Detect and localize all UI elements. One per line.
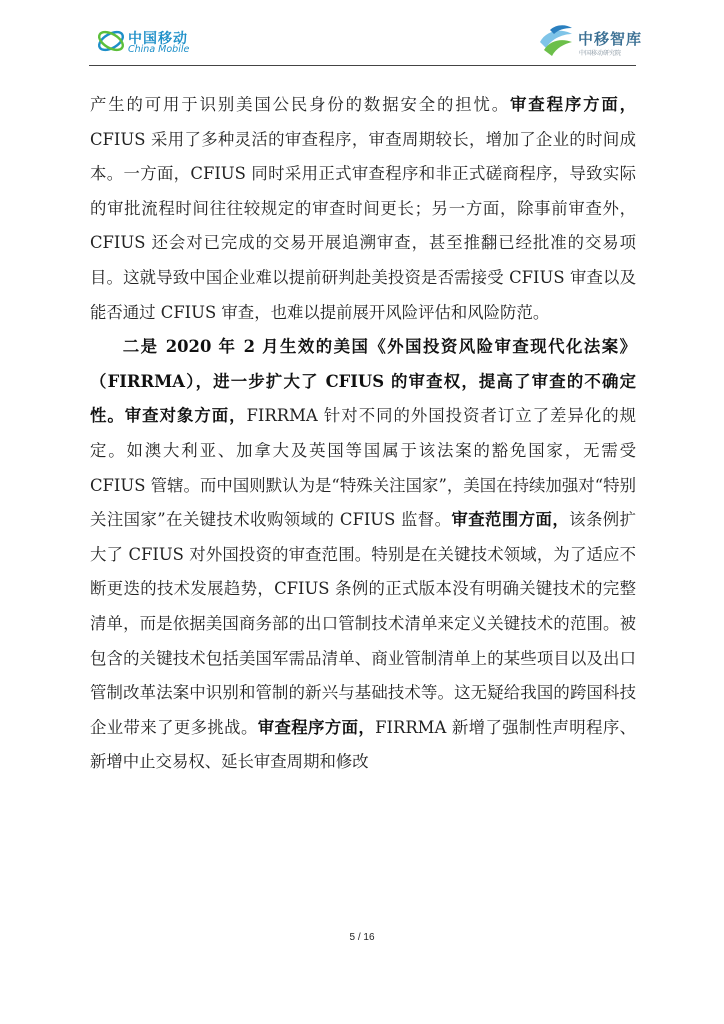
review-procedure-heading-1: 审查程序方面， [510, 95, 637, 114]
page-number: 5 / 16 [349, 932, 375, 943]
paragraph-1-text-1: 产生的可用于识别美国公民身份的数据安全的担忧。 [90, 95, 511, 114]
review-scope-heading: 审查范围方面， [451, 510, 570, 530]
paragraph-2 [90, 330, 636, 780]
zhongyi-zhiku-logo-sub: 中国移动研究院 [579, 50, 622, 57]
zhongyi-zhiku-logo-icon [536, 20, 576, 60]
china-mobile-logo-cn: 中国移动 [128, 31, 188, 47]
zhongyi-zhiku-logo-cn: 中移智库 [578, 30, 643, 48]
header-divider [89, 65, 636, 66]
paragraph-2-text-3: FIRRMA 新增了强制性声明程序、新增中止交易权、延长审查周期和修改 [90, 717, 637, 772]
paragraph-2-text-1: FIRRMA 针对不同的外国投资者订立了差异化的规定。如澳大利亚、加拿大及英国等国属于该法案的豁免国家，无需受 CFIUS 管辖。而中国则默认为是“特殊关注国家”，美国在持续加强对“特别关注国家”在关键技术收购领域的 CFIUS 监督。 [90, 406, 636, 530]
china-mobile-logo-en: China Mobile [128, 44, 190, 55]
review-procedure-heading-2: 审查程序方面， [257, 717, 376, 737]
firrma-lead-sentence: 二是 2020 年 2 月生效的美国《外国投资风险审查现代化法案》（FIRRMA），进一步扩大了 CFIUS 的审查权，提高了审查的不确定性。审查对象方面， [90, 337, 636, 426]
china-mobile-logo-icon [96, 26, 126, 56]
paragraph-1 [90, 88, 636, 330]
china-mobile-logo [96, 26, 226, 56]
page-header [0, 0, 724, 68]
document-body [90, 88, 636, 780]
paragraph-1-text-2: CFIUS 采用了多种灵活的审查程序，审查周期较长，增加了企业的时间成本。一方面，CFIUS 同时采用正式审查程序和非正式磋商程序，导致实际的审批流程时间往往较规定的审查时间更长；另一方面，除事前审查外，CFIUS 还会对已完成的交易开展追溯审查，甚至推翻已经批准的交易项目。这就导致中国企业难以提前研判赴美投资是否需接受 CFIUS 审查以及能否通过 CFIUS 审查，也难以提前展开风险评估和风险防范。 [90, 129, 636, 322]
zhongyi-zhiku-logo [536, 20, 648, 60]
paragraph-2-text-2: 该条例扩大了 CFIUS 对外国投资的审查范围。特别是在关键技术领域，为了适应不断更迭的技术发展趋势，CFIUS 条例的正式版本没有明确关键技术的完整清单，而是依据美国商务部的出口管制技术清单来定义关键技术的范围。被包含的关键技术包括美国军需品清单、商业管制清单上的某些项目以及出口管制改革法案中识别和管制的新兴与基础技术等。这无疑给我国的跨国科技企业带来了更多挑战。 [90, 510, 637, 737]
